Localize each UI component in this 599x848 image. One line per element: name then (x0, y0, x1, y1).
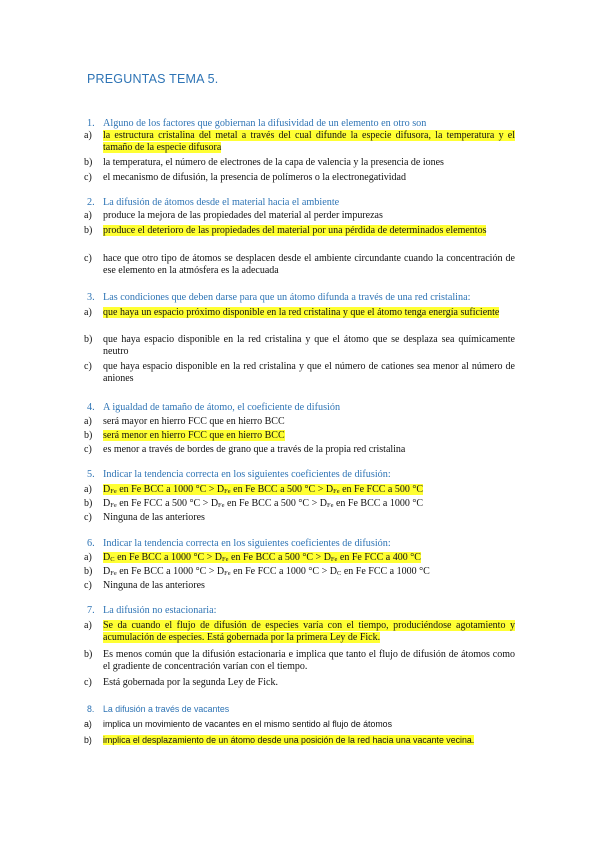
option-text: que haya un espacio próximo disponible en la red cristalina y que el átomo tenga energía suficiente (103, 307, 500, 318)
question-text: La difusión a través de vacantes (103, 704, 230, 714)
option-letter: a) (84, 484, 92, 495)
option-text: la temperatura, el número de electrones de la capa de valencia y la presencia de iones (103, 157, 444, 168)
question-8 (87, 703, 527, 715)
question-text: La difusión no estacionaria: (103, 605, 217, 616)
option-text: será mayor en hierro FCC que en hierro BCC (103, 416, 285, 427)
question-number: 1. (87, 118, 95, 129)
question-5 (87, 469, 527, 481)
option-text: es menor a través de bordes de grano que a través de la propia red cristalina (103, 444, 406, 455)
option-text: el mecanismo de difusión, la presencia de polímeros o la electronegatividad (103, 172, 406, 183)
option-text: Se da cuando el flujo de difusión de especies varía con el tiempo, produciéndose agotamiento y acumulación de especies. Está gobernada por la primera Ley de Fick. (103, 620, 515, 644)
question-text: Indicar la tendencia correcta en los siguientes coeficientes de difusión: (103, 538, 391, 549)
option-text: que haya espacio disponible en la red cristalina y que el número de cationes sea menor al número de aniones (103, 361, 515, 385)
option-1c (84, 172, 515, 184)
option-letter: b) (84, 649, 93, 660)
option-letter: b) (84, 334, 93, 345)
option-4b (84, 430, 515, 442)
option-letter: a) (84, 416, 92, 427)
option-letter: c) (84, 444, 92, 455)
option-text: Es menos común que la difusión estacionaria e implica que tanto el flujo de difusión de átomos como el gradiente de concentración varían con el tiempo. (103, 649, 515, 673)
option-letter: b) (84, 498, 93, 509)
question-number: 2. (87, 197, 95, 208)
option-letter: a) (84, 552, 92, 563)
option-6c (84, 580, 515, 592)
option-6a: a) $D_C$ en Fe BCC a 1000 $^\circ C > D_{Fe}$ en Fe BCC a 500 $^\circ C > D_{Fe}$ en Fe FCC a 400 °C (84, 552, 515, 566)
question-4 (87, 402, 527, 414)
option-letter: c) (84, 253, 92, 264)
option-letter: a) (84, 130, 92, 141)
option-text: produce la mejora de las propiedades del material al perder impurezas (103, 210, 383, 221)
option-letter: b) (84, 430, 93, 441)
question-number: 8. (87, 704, 95, 714)
option-letter: c) (84, 580, 92, 591)
option-4c (84, 444, 515, 456)
question-6 (87, 538, 527, 550)
option-letter: a) (84, 620, 92, 631)
option-5b: b) $D_{Fe}$ en Fe FCC a 500 $^\circ C > D_{Fe}$ en Fe BCC a 500 $^\circ C > D_{Fe}$ en Fe BCC a 1000 °C (84, 498, 515, 512)
option-text: implica un movimiento de vacantes en el mismo sentido al flujo de átomos (103, 719, 392, 729)
option-1a (84, 130, 515, 155)
option-letter: c) (84, 512, 92, 523)
question-text: Alguno de los factores que gobiernan la difusividad de un elemento en otro son (103, 118, 427, 129)
question-number: 4. (87, 402, 95, 413)
option-text: produce el deterioro de las propiedades del material por una pérdida de determinados elementos (103, 225, 487, 236)
question-number: 5. (87, 469, 95, 480)
option-5c (84, 512, 515, 524)
question-2 (87, 197, 527, 209)
option-text: será menor en hierro FCC que en hierro BCC (103, 430, 285, 441)
option-2c (84, 253, 515, 278)
option-8b (84, 733, 515, 748)
question-number: 6. (87, 538, 95, 549)
question-text: Las condiciones que deben darse para que un átomo difunda a través de una red cristalina: (103, 292, 471, 303)
option-3c (84, 361, 515, 386)
option-text: la estructura cristalina del metal a través del cual difunde la especie difusora, la temperatura y el tamaño de la especie difusora (103, 130, 515, 154)
option-letter: a) (84, 210, 92, 221)
option-letter: b) (84, 225, 93, 236)
option-letter: b) (84, 566, 93, 577)
question-text: Indicar la tendencia correcta en los siguientes coeficientes de difusión: (103, 469, 391, 480)
option-letter: b) (84, 157, 93, 168)
option-3b (84, 334, 515, 359)
option-7a (84, 620, 515, 645)
question-text: A igualdad de tamaño de átomo, el coeficiente de difusión (103, 402, 341, 413)
option-text: Ninguna de las anteriores (103, 580, 205, 591)
option-text: hace que otro tipo de átomos se desplacen desde el ambiente circundante cuando la concentración de ese elemento en la atmósfera es la adecuada (103, 253, 515, 277)
question-number: 3. (87, 292, 95, 303)
option-7c (84, 677, 515, 689)
question-text: La difusión de átomos desde el material hacia el ambiente (103, 197, 340, 208)
option-1b (84, 157, 515, 169)
option-letter: a) (84, 719, 92, 729)
option-2a (84, 210, 515, 222)
option-2b (84, 225, 515, 237)
option-letter: b) (84, 735, 92, 745)
option-5a: a) $D_{Fe}$ en Fe BCC a 1000 $^\circ C > D_{Fe}$ en Fe BCC a 500 $^\circ C > D_{Fe}$ en Fe FCC a 500 °C (84, 484, 515, 498)
option-text: Está gobernada por la segunda Ley de Fick. (103, 677, 278, 688)
option-text: implica el desplazamiento de un átomo desde una posición de la red hacia una vacante vecina. (103, 735, 475, 745)
option-letter: c) (84, 172, 92, 183)
option-text: que haya espacio disponible en la red cristalina y que el átomo que se desplaza sea químicamente neutro (103, 334, 515, 358)
question-3 (87, 292, 527, 304)
option-8a (84, 718, 515, 730)
option-3a (84, 307, 515, 319)
option-letter: c) (84, 361, 92, 372)
option-text: Ninguna de las anteriores (103, 512, 205, 523)
option-4a (84, 416, 515, 428)
question-number: 7. (87, 605, 95, 616)
option-6b: b) $D_{Fe}$ en Fe BCC a 1000 $^\circ C > D_{Fe}$ en Fe FCC a 1000 $^\circ C > D_C$ en Fe FCC a 1000 °C (84, 566, 515, 580)
option-letter: c) (84, 677, 92, 688)
question-7 (87, 605, 527, 617)
option-7b (84, 649, 515, 674)
question-1 (87, 118, 527, 130)
page-title: PREGUNTAS TEMA 5. (87, 72, 219, 86)
option-letter: a) (84, 307, 92, 318)
